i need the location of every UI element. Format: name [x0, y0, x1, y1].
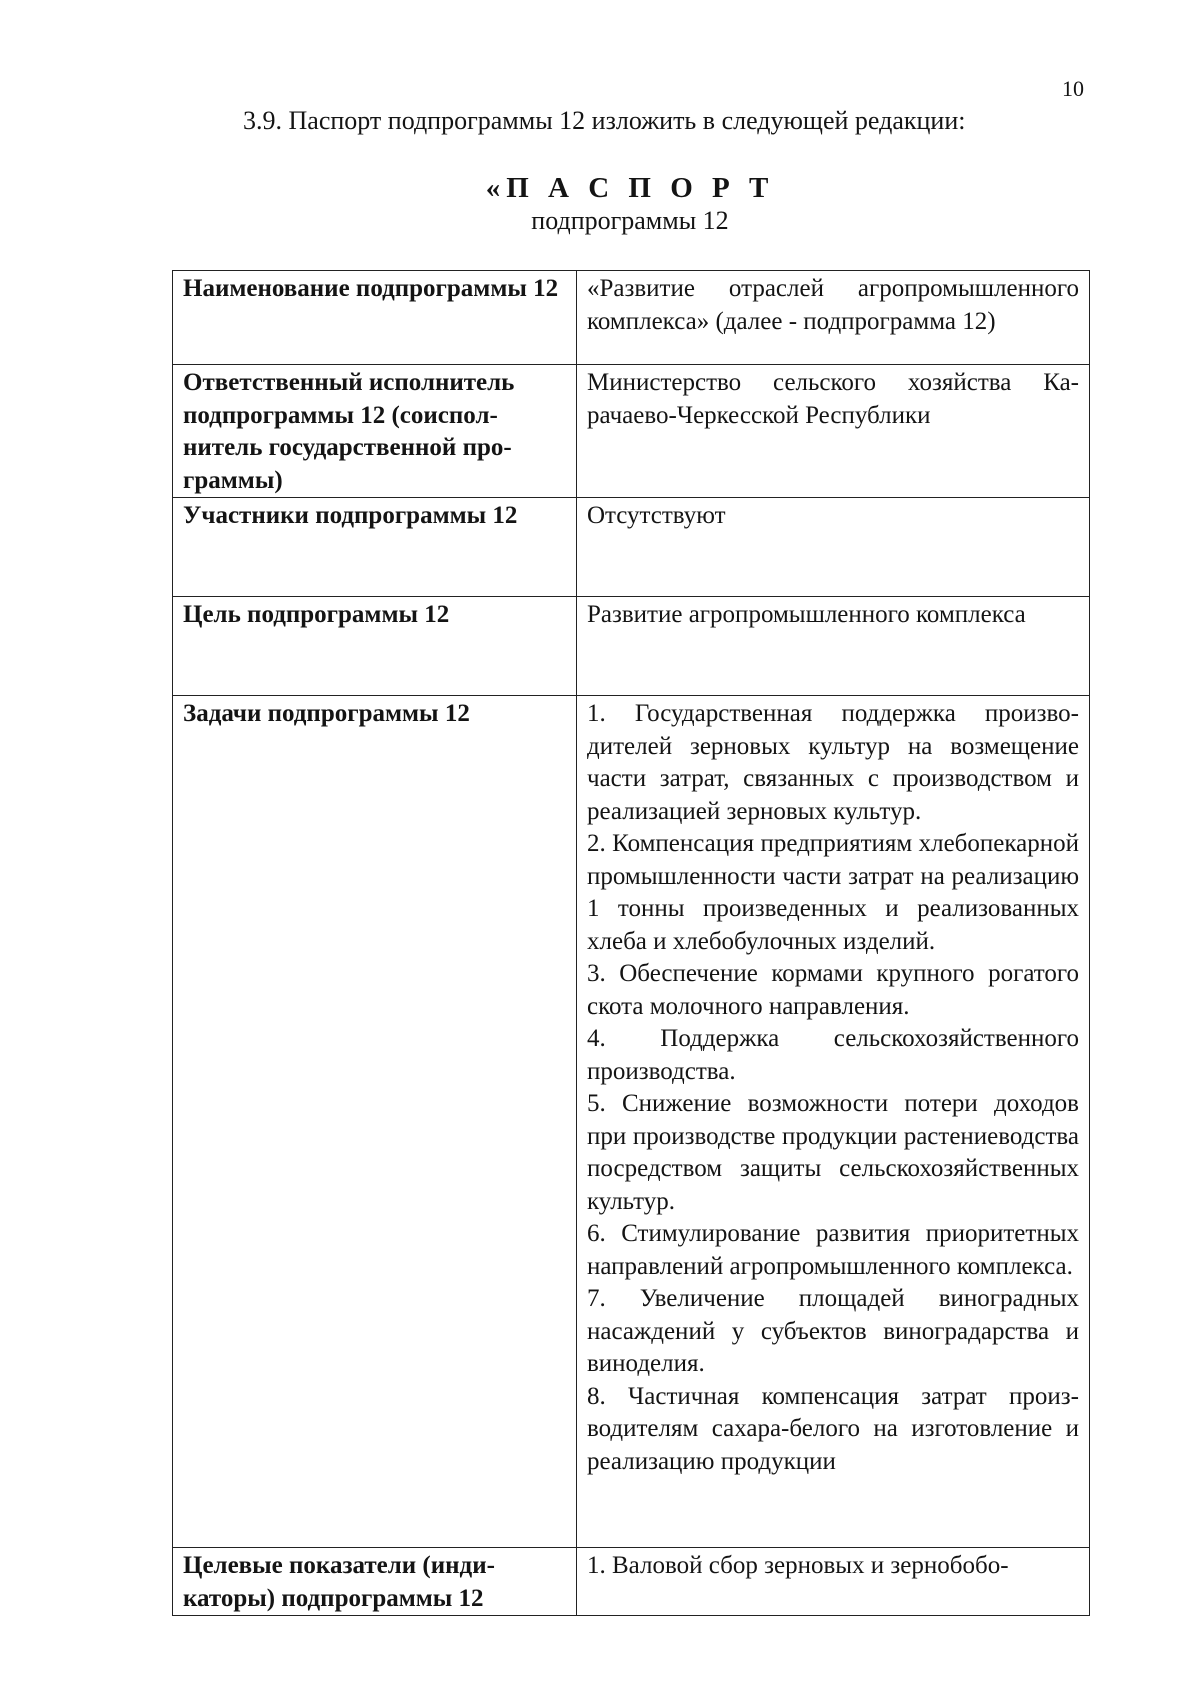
- row-label: Участники подпрограммы 12: [173, 498, 577, 597]
- table-row: [173, 597, 1090, 696]
- table-row: [173, 1548, 1090, 1616]
- table-row: [173, 696, 1090, 1548]
- row-value: «Развитие отраслей агропромышленного комплекса» (далее - подпрограмма 12): [577, 271, 1090, 365]
- table-row: [173, 365, 1090, 498]
- intro-paragraph: 3.9. Паспорт подпрограммы 12 изложить в следующей редакции:: [243, 106, 966, 135]
- tasks-cell: [577, 696, 1090, 1548]
- row-value: Отсутствуют: [577, 498, 1090, 597]
- document-subtitle: подпрограммы 12: [531, 206, 729, 235]
- document-title: «П А С П О Р Т: [485, 172, 775, 204]
- task-item: 8. Частичная компенсация затрат производителям сахара-белого на изготовление и реализацию продукции: [587, 1382, 1079, 1475]
- task-item: 2. Компенсация предприятиям хлебопекарной промышленности части затрат на реализацию 1 тонны произведенных и реализованных хлеба и хлебобулочных изделий.: [587, 830, 1079, 955]
- page-number: 10: [1062, 76, 1084, 101]
- row-label: Целевые показатели (индикаторы) подпрограммы 12: [173, 1548, 577, 1616]
- table-row: [173, 498, 1090, 597]
- task-item: 4. Поддержка сельскохозяйственного производства.: [587, 1025, 1079, 1085]
- passport-table: [172, 270, 1090, 1616]
- task-item: 6. Стимулирование развития приоритетных направлений агропромышленного комплекса.: [587, 1220, 1079, 1280]
- row-value: 1. Валовой сбор зерновых и зернобобо-: [577, 1548, 1090, 1616]
- row-label: Цель подпрограммы 12: [173, 597, 577, 696]
- row-label: Наименование подпрограммы 12: [173, 271, 577, 365]
- task-item: 3. Обеспечение кормами крупного рогатого скота молочного направления.: [587, 960, 1079, 1020]
- task-item: 7. Увеличение площадей виноградных насаждений у субъектов виноградарства и виноделия.: [587, 1285, 1079, 1377]
- row-label: Задачи подпрограммы 12: [173, 696, 577, 1548]
- table-row: [173, 271, 1090, 365]
- row-value: Развитие агропромышленного комплекса: [577, 597, 1090, 696]
- task-item: 5. Снижение возможности потери доходов при производстве продукции растениеводства посредством защиты сельскохозяйственных культур.: [587, 1090, 1079, 1215]
- task-item: 1. Государственная поддержка производителей зерновых культур на возмещение части затрат, связанных с производством и реализацией зерновых культур.: [587, 700, 1079, 825]
- row-label: Ответственный исполнитель подпрограммы 12 (соисполнитель государственной программы): [173, 365, 577, 498]
- row-value: Министерство сельского хозяйства Карачаево-Черкесской Республики: [577, 365, 1090, 498]
